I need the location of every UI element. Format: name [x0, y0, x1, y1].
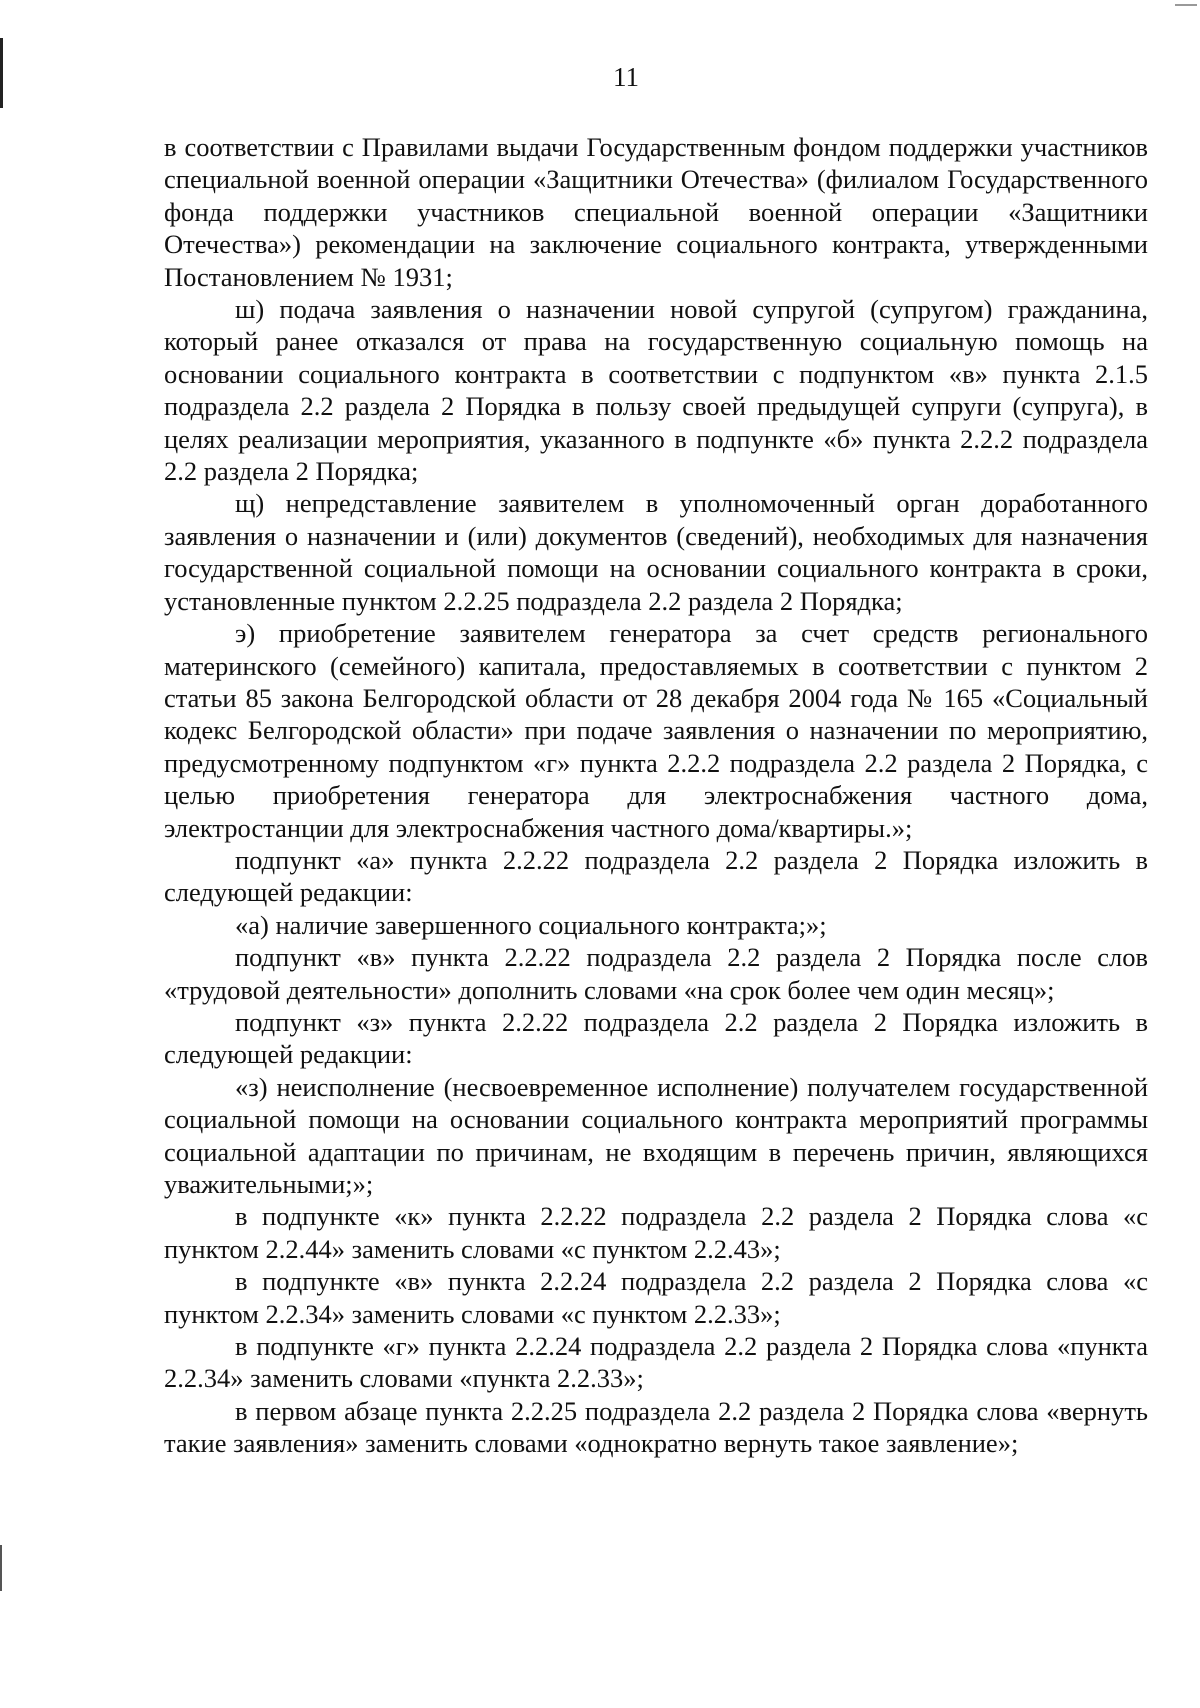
scan-edge-mark — [0, 1545, 2, 1591]
paragraph-item-e: э) приобретение заявителем генератора за счет средств регионального материнского (семейного) капитала, предоставляемых в соответствии с пунктом 2 статьи 85 закона Белгородской области от 28 декабря 2004 года № 165 «Социальный кодекс Белгородской области» при подаче заявления о назначении по мероприятию, предусмотренному подпунктом «г» пункта 2.2.2 подраздела 2.2 раздела 2 Порядка, с целью приобретения генератора для электроснабжения частного дома, электростанции для электроснабжения частного дома/квартиры.»; — [164, 618, 1148, 843]
paragraph-quote-a: «а) наличие завершенного социального контракта;»; — [235, 909, 827, 940]
scan-edge-mark — [1175, 4, 1197, 6]
paragraph-amend-2224-v: в подпункте «в» пункта 2.2.24 подраздела 2.2 раздела 2 Порядка слова «с пунктом 2.2.34» заменить словами «с пунктом 2.2.33»; — [164, 1266, 1148, 1329]
paragraph-continuation: в соответствии с Правилами выдачи Государственным фондом поддержки участников специальной военной операции «Защитники Отечества» (филиалом Государственного фонда поддержки участников специальной военной операции «Защитники Отечества») рекомендации на заключение социального контракта, утвержденными Постановлением № 1931; — [164, 132, 1148, 292]
paragraph-amend-2224-g: в подпункте «г» пункта 2.2.24 подраздела 2.2 раздела 2 Порядка слова «пункта 2.2.34» заменить словами «пункта 2.2.33»; — [164, 1331, 1148, 1394]
paragraph-item-shch: щ) непредставление заявителем в уполномоченный орган доработанного заявления о назначении и (или) документов (сведений), необходимых для назначения государственной социальной помощи на основании социального контракта в сроки, установленные пунктом 2.2.25 подраздела 2.2 раздела 2 Порядка; — [164, 488, 1148, 616]
paragraph-amend-z: подпункт «з» пункта 2.2.22 подраздела 2.2 раздела 2 Порядка изложить в следующей редакции: — [164, 1006, 1148, 1070]
page-number: 11 — [613, 62, 639, 92]
paragraph-quote-z: «з) неисполнение (несвоевременное исполнение) получателем государственной социальной помощи на основании социального контракта мероприятий программы социальной адаптации по причинам, не входящим в перечень причин, являющихся уважительными;»; — [164, 1071, 1148, 1199]
paragraph-amend-k: в подпункте «к» пункта 2.2.22 подраздела 2.2 раздела 2 Порядка слова «с пунктом 2.2.44» заменить словами «с пунктом 2.2.43»; — [164, 1201, 1148, 1264]
paragraph-amend-v: подпункт «в» пункта 2.2.22 подраздела 2.2 раздела 2 Порядка после слов «трудовой деятельности» дополнить словами «на срок более чем один месяц»; — [164, 942, 1148, 1005]
paragraph-amend-a: подпункт «а» пункта 2.2.22 подраздела 2.2 раздела 2 Порядка изложить в следующей редакции: — [164, 844, 1148, 908]
document-body — [164, 131, 1148, 1460]
paragraph-amend-2225: в первом абзаце пункта 2.2.25 подраздела 2.2 раздела 2 Порядка слова «вернуть такие заявления» заменить словами «однократно вернуть такое заявление»; — [164, 1395, 1148, 1459]
paragraph-item-sh: ш) подача заявления о назначении новой супругой (супругом) гражданина, который ранее отказался от права на государственную социальную помощь на основании социального контракта в соответствии с подпунктом «в» пункта 2.1.5 подраздела 2.2 раздела 2 Порядка в пользу своей предыдущей супруги (супруга), в целях реализации мероприятия, указанного в подпункте «б» пункта 2.2.2 подраздела 2.2 раздела 2 Порядка; — [164, 294, 1148, 487]
